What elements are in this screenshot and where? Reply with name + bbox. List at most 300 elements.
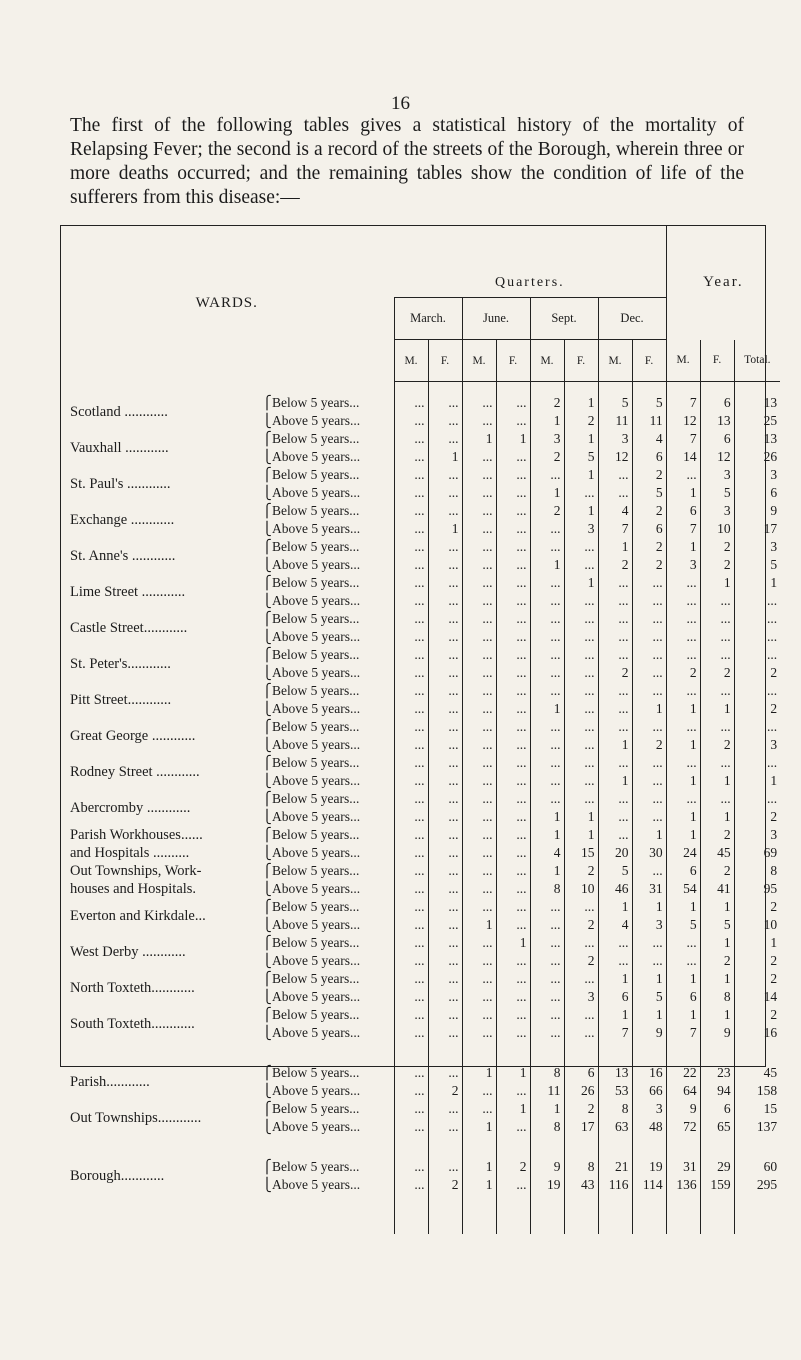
count-cell: 14 bbox=[666, 448, 700, 466]
count-cell: ... bbox=[394, 862, 428, 880]
count-cell: ... bbox=[428, 574, 462, 592]
mortality-table bbox=[60, 225, 780, 1234]
sex-header: M. bbox=[394, 340, 428, 382]
count-cell: ... bbox=[394, 538, 428, 556]
count-cell: 1 bbox=[428, 520, 462, 538]
brace-glyph: ⎩ bbox=[262, 1177, 272, 1192]
count-cell: ... bbox=[564, 610, 598, 628]
count-cell: ... bbox=[496, 862, 530, 880]
count-cell: ... bbox=[700, 646, 734, 664]
total-cell: ... bbox=[734, 646, 780, 664]
age-group-label bbox=[260, 664, 394, 682]
count-cell: 1 bbox=[632, 700, 666, 718]
count-cell: 11 bbox=[632, 412, 666, 430]
count-cell: ... bbox=[462, 970, 496, 988]
count-cell: ... bbox=[428, 934, 462, 952]
count-cell: ... bbox=[462, 754, 496, 772]
count-cell: 1 bbox=[700, 772, 734, 790]
count-cell: 2 bbox=[700, 862, 734, 880]
count-cell: 3 bbox=[700, 466, 734, 484]
count-cell: ... bbox=[462, 448, 496, 466]
count-cell: 1 bbox=[666, 826, 700, 844]
brace-glyph: ⎧ bbox=[262, 575, 272, 590]
age-group-label bbox=[260, 412, 394, 430]
sex-header: M. bbox=[666, 340, 700, 382]
count-cell: ... bbox=[462, 1006, 496, 1024]
count-cell: ... bbox=[598, 628, 632, 646]
brace-glyph: ⎩ bbox=[262, 593, 272, 608]
count-cell: ... bbox=[462, 394, 496, 412]
count-cell: 22 bbox=[666, 1064, 700, 1082]
brace-glyph: ⎩ bbox=[262, 809, 272, 824]
count-cell: ... bbox=[462, 538, 496, 556]
count-cell: ... bbox=[462, 700, 496, 718]
count-cell: ... bbox=[428, 700, 462, 718]
total-cell: 25 bbox=[734, 412, 780, 430]
brace-glyph: ⎩ bbox=[262, 665, 272, 680]
count-cell: ... bbox=[632, 952, 666, 970]
table-row bbox=[60, 862, 780, 880]
count-cell: 1 bbox=[666, 700, 700, 718]
count-cell: 9 bbox=[700, 1024, 734, 1042]
count-cell: ... bbox=[666, 790, 700, 808]
count-cell: ... bbox=[632, 862, 666, 880]
count-cell: ... bbox=[564, 664, 598, 682]
table-row bbox=[60, 826, 780, 844]
total-cell: 3 bbox=[734, 466, 780, 484]
brace-glyph: ⎧ bbox=[262, 539, 272, 554]
count-cell: ... bbox=[496, 502, 530, 520]
sex-header: M. bbox=[462, 340, 496, 382]
count-cell: 2 bbox=[564, 862, 598, 880]
count-cell: ... bbox=[428, 844, 462, 862]
total-cell: 1 bbox=[734, 772, 780, 790]
age-text: Above 5 years... bbox=[272, 449, 361, 464]
count-cell: ... bbox=[462, 1100, 496, 1118]
count-cell: 5 bbox=[700, 916, 734, 934]
count-cell: 2 bbox=[700, 952, 734, 970]
count-cell: ... bbox=[632, 808, 666, 826]
count-cell: ... bbox=[496, 790, 530, 808]
total-cell: 69 bbox=[734, 844, 780, 862]
age-text: Above 5 years... bbox=[272, 1119, 361, 1134]
count-cell: 1 bbox=[496, 934, 530, 952]
age-group-label bbox=[260, 826, 394, 844]
count-cell: ... bbox=[462, 862, 496, 880]
count-cell: 6 bbox=[700, 1100, 734, 1118]
total-cell: 8 bbox=[734, 862, 780, 880]
age-text: Above 5 years... bbox=[272, 917, 361, 932]
count-cell: ... bbox=[462, 466, 496, 484]
count-cell: 2 bbox=[632, 466, 666, 484]
count-cell: 5 bbox=[700, 484, 734, 502]
count-cell: ... bbox=[394, 646, 428, 664]
count-cell: 3 bbox=[564, 520, 598, 538]
age-group-label bbox=[260, 682, 394, 700]
brace-glyph: ⎩ bbox=[262, 1083, 272, 1098]
count-cell: ... bbox=[394, 664, 428, 682]
count-cell: ... bbox=[530, 736, 564, 754]
count-cell: ... bbox=[462, 646, 496, 664]
count-cell: 1 bbox=[496, 430, 530, 448]
age-text: Above 5 years... bbox=[272, 845, 361, 860]
brace-glyph: ⎩ bbox=[262, 737, 272, 752]
count-cell: 1 bbox=[666, 808, 700, 826]
sex-header: F. bbox=[632, 340, 666, 382]
count-cell: 26 bbox=[564, 1082, 598, 1100]
brace-glyph: ⎧ bbox=[262, 791, 272, 806]
count-cell: 1 bbox=[462, 430, 496, 448]
count-cell: 159 bbox=[700, 1176, 734, 1194]
count-cell: ... bbox=[632, 934, 666, 952]
count-cell: 12 bbox=[666, 412, 700, 430]
count-cell: 136 bbox=[666, 1176, 700, 1194]
count-cell: 1 bbox=[496, 1100, 530, 1118]
count-cell: ... bbox=[394, 484, 428, 502]
age-group-label bbox=[260, 574, 394, 592]
count-cell: ... bbox=[394, 394, 428, 412]
count-cell: 1 bbox=[462, 916, 496, 934]
total-cell: 17 bbox=[734, 520, 780, 538]
count-cell: ... bbox=[496, 898, 530, 916]
spacer-row bbox=[60, 1042, 780, 1064]
count-cell: 29 bbox=[700, 1158, 734, 1176]
count-cell: ... bbox=[666, 718, 700, 736]
count-cell: 1 bbox=[564, 394, 598, 412]
count-cell: ... bbox=[428, 808, 462, 826]
age-group-label bbox=[260, 880, 394, 898]
total-cell: 2 bbox=[734, 664, 780, 682]
total-cell: 2 bbox=[734, 970, 780, 988]
count-cell: 13 bbox=[700, 412, 734, 430]
count-cell: ... bbox=[632, 592, 666, 610]
age-text: Above 5 years... bbox=[272, 593, 361, 608]
total-header: Total. bbox=[734, 340, 780, 382]
count-cell: 46 bbox=[598, 880, 632, 898]
brace-glyph: ⎧ bbox=[262, 431, 272, 446]
sex-header: F. bbox=[496, 340, 530, 382]
count-cell: ... bbox=[496, 952, 530, 970]
count-cell: 8 bbox=[598, 1100, 632, 1118]
age-group-label bbox=[260, 1100, 394, 1118]
total-cell: ... bbox=[734, 790, 780, 808]
age-text: Above 5 years... bbox=[272, 989, 361, 1004]
count-cell: 6 bbox=[632, 520, 666, 538]
age-text: Below 5 years... bbox=[272, 395, 360, 410]
age-text: Below 5 years... bbox=[272, 935, 360, 950]
count-cell: 1 bbox=[564, 826, 598, 844]
count-cell: ... bbox=[564, 628, 598, 646]
ward-out-townships-label: Out Townships............ bbox=[70, 1109, 202, 1126]
count-cell: ... bbox=[428, 736, 462, 754]
age-group-label bbox=[260, 772, 394, 790]
age-text: Above 5 years... bbox=[272, 557, 361, 572]
count-cell: 16 bbox=[632, 1064, 666, 1082]
count-cell: 6 bbox=[666, 988, 700, 1006]
count-cell: 1 bbox=[666, 772, 700, 790]
count-cell: ... bbox=[394, 718, 428, 736]
age-text: Below 5 years... bbox=[272, 431, 360, 446]
count-cell: ... bbox=[598, 592, 632, 610]
total-cell: 1 bbox=[734, 574, 780, 592]
age-group-label bbox=[260, 394, 394, 412]
count-cell: ... bbox=[598, 790, 632, 808]
count-cell: ... bbox=[428, 394, 462, 412]
total-cell: 60 bbox=[734, 1158, 780, 1176]
count-cell: ... bbox=[462, 934, 496, 952]
count-cell: ... bbox=[496, 1024, 530, 1042]
count-cell: ... bbox=[394, 952, 428, 970]
age-group-label bbox=[260, 520, 394, 538]
count-cell: 1 bbox=[666, 484, 700, 502]
count-cell: ... bbox=[530, 664, 564, 682]
sex-header: F. bbox=[700, 340, 734, 382]
count-cell: 65 bbox=[700, 1118, 734, 1136]
count-cell: ... bbox=[428, 790, 462, 808]
total-cell: 13 bbox=[734, 430, 780, 448]
count-cell: 10 bbox=[564, 880, 598, 898]
count-cell: 13 bbox=[598, 1064, 632, 1082]
count-cell: ... bbox=[632, 790, 666, 808]
count-cell: ... bbox=[428, 1158, 462, 1176]
count-cell: 1 bbox=[462, 1064, 496, 1082]
count-cell: ... bbox=[394, 844, 428, 862]
age-group-label bbox=[260, 556, 394, 574]
table-body bbox=[60, 382, 780, 1235]
count-cell: 9 bbox=[632, 1024, 666, 1042]
count-cell: 8 bbox=[530, 1118, 564, 1136]
count-cell: 3 bbox=[632, 1100, 666, 1118]
count-cell: 1 bbox=[666, 736, 700, 754]
count-cell: ... bbox=[428, 592, 462, 610]
count-cell: ... bbox=[394, 556, 428, 574]
count-cell: 1 bbox=[632, 898, 666, 916]
count-cell: 2 bbox=[700, 826, 734, 844]
ward-abercromby-label: Abercromby ............ bbox=[70, 799, 191, 816]
total-cell: 16 bbox=[734, 1024, 780, 1042]
count-cell: ... bbox=[462, 1082, 496, 1100]
count-cell: ... bbox=[564, 970, 598, 988]
brace-glyph: ⎩ bbox=[262, 521, 272, 536]
count-cell: 1 bbox=[666, 1006, 700, 1024]
age-group-label bbox=[260, 1082, 394, 1100]
ward-exchange-label: Exchange ............ bbox=[70, 511, 175, 528]
count-cell: ... bbox=[496, 754, 530, 772]
count-cell: ... bbox=[428, 1024, 462, 1042]
brace-glyph: ⎧ bbox=[262, 971, 272, 986]
count-cell: 2 bbox=[700, 664, 734, 682]
count-cell: ... bbox=[394, 772, 428, 790]
count-cell: 45 bbox=[700, 844, 734, 862]
count-cell: ... bbox=[496, 394, 530, 412]
count-cell: ... bbox=[428, 484, 462, 502]
count-cell: 1 bbox=[598, 772, 632, 790]
intro-paragraph: The first of the following tables gives a statistical history of the mortality of Relapsing Fever; the second is a record of the streets of the Borough, wherein three or more deaths occurred; and the remaining tables show the condition of life of the sufferers from this disease:— bbox=[70, 115, 744, 208]
sex-header: M. bbox=[598, 340, 632, 382]
count-cell: ... bbox=[530, 916, 564, 934]
age-group-label bbox=[260, 952, 394, 970]
ward-st-anne-s-label: St. Anne's ............ bbox=[70, 547, 176, 564]
age-text: Below 5 years... bbox=[272, 1101, 360, 1116]
count-cell: 1 bbox=[530, 826, 564, 844]
age-text: Below 5 years... bbox=[272, 899, 360, 914]
count-cell: ... bbox=[428, 412, 462, 430]
count-cell: ... bbox=[428, 610, 462, 628]
count-cell: ... bbox=[394, 430, 428, 448]
total-cell: ... bbox=[734, 682, 780, 700]
age-group-label bbox=[260, 502, 394, 520]
count-cell: 1 bbox=[598, 970, 632, 988]
table-row bbox=[60, 934, 780, 952]
age-text: Below 5 years... bbox=[272, 1065, 360, 1080]
quarter-dec-header: Dec. bbox=[598, 298, 666, 340]
count-cell: 5 bbox=[598, 394, 632, 412]
page-number: 16 bbox=[391, 93, 410, 114]
count-cell: 1 bbox=[598, 736, 632, 754]
brace-glyph: ⎧ bbox=[262, 1159, 272, 1174]
count-cell: ... bbox=[428, 1064, 462, 1082]
brace-glyph: ⎧ bbox=[262, 863, 272, 878]
count-cell: ... bbox=[530, 934, 564, 952]
count-cell: ... bbox=[564, 754, 598, 772]
age-text: Above 5 years... bbox=[272, 773, 361, 788]
count-cell: ... bbox=[700, 610, 734, 628]
total-cell: 2 bbox=[734, 1006, 780, 1024]
count-cell: ... bbox=[394, 592, 428, 610]
count-cell: ... bbox=[564, 736, 598, 754]
age-text: Above 5 years... bbox=[272, 629, 361, 644]
count-cell: 3 bbox=[666, 556, 700, 574]
count-cell: ... bbox=[598, 700, 632, 718]
age-group-label bbox=[260, 718, 394, 736]
count-cell: 6 bbox=[598, 988, 632, 1006]
count-cell: ... bbox=[632, 772, 666, 790]
age-text: Below 5 years... bbox=[272, 719, 360, 734]
brace-glyph: ⎩ bbox=[262, 413, 272, 428]
quarter-march-header: March. bbox=[394, 298, 462, 340]
count-cell: 2 bbox=[598, 664, 632, 682]
count-cell: 7 bbox=[598, 520, 632, 538]
count-cell: ... bbox=[496, 772, 530, 790]
brace-glyph: ⎧ bbox=[262, 899, 272, 914]
count-cell: ... bbox=[666, 628, 700, 646]
total-cell: ... bbox=[734, 592, 780, 610]
count-cell: ... bbox=[530, 952, 564, 970]
count-cell: 5 bbox=[632, 988, 666, 1006]
count-cell: ... bbox=[666, 592, 700, 610]
table-row bbox=[60, 754, 780, 772]
table-row bbox=[60, 1064, 780, 1082]
count-cell: ... bbox=[428, 826, 462, 844]
count-cell: 7 bbox=[598, 1024, 632, 1042]
age-group-label bbox=[260, 808, 394, 826]
spacer-row bbox=[60, 1136, 780, 1158]
count-cell: ... bbox=[632, 754, 666, 772]
age-group-label bbox=[260, 484, 394, 502]
age-group-label bbox=[260, 754, 394, 772]
count-cell: ... bbox=[496, 808, 530, 826]
count-cell: 1 bbox=[564, 574, 598, 592]
count-cell: ... bbox=[666, 952, 700, 970]
count-cell: 1 bbox=[564, 808, 598, 826]
age-group-label bbox=[260, 610, 394, 628]
count-cell: ... bbox=[564, 682, 598, 700]
count-cell: ... bbox=[496, 1176, 530, 1194]
count-cell: 2 bbox=[564, 412, 598, 430]
age-group-label bbox=[260, 1158, 394, 1176]
count-cell: 1 bbox=[530, 556, 564, 574]
age-text: Above 5 years... bbox=[272, 665, 361, 680]
age-group-label bbox=[260, 1006, 394, 1024]
brace-glyph: ⎩ bbox=[262, 845, 272, 860]
count-cell: ... bbox=[700, 754, 734, 772]
count-cell: ... bbox=[428, 988, 462, 1006]
count-cell: 2 bbox=[632, 736, 666, 754]
count-cell: 8 bbox=[530, 880, 564, 898]
age-group-label bbox=[260, 466, 394, 484]
count-cell: 6 bbox=[666, 862, 700, 880]
count-cell: ... bbox=[496, 610, 530, 628]
total-cell: 14 bbox=[734, 988, 780, 1006]
age-text: Below 5 years... bbox=[272, 647, 360, 662]
age-text: Above 5 years... bbox=[272, 881, 361, 896]
age-group-label bbox=[260, 862, 394, 880]
ward-out-townships-work-label: Out Townships, Work- bbox=[70, 862, 202, 879]
brace-glyph: ⎧ bbox=[262, 467, 272, 482]
count-cell: 2 bbox=[632, 502, 666, 520]
count-cell: ... bbox=[428, 754, 462, 772]
count-cell: ... bbox=[598, 610, 632, 628]
count-cell: 43 bbox=[564, 1176, 598, 1194]
count-cell: ... bbox=[428, 556, 462, 574]
count-cell: ... bbox=[530, 772, 564, 790]
total-cell: 2 bbox=[734, 952, 780, 970]
age-group-label bbox=[260, 1064, 394, 1082]
ward-rodney-street-label: Rodney Street ............ bbox=[70, 763, 200, 780]
count-cell: ... bbox=[530, 1024, 564, 1042]
age-text: Above 5 years... bbox=[272, 485, 361, 500]
count-cell: 1 bbox=[530, 1100, 564, 1118]
count-cell: ... bbox=[598, 646, 632, 664]
count-cell: 31 bbox=[632, 880, 666, 898]
count-cell: ... bbox=[394, 574, 428, 592]
count-cell: ... bbox=[530, 988, 564, 1006]
count-cell: ... bbox=[598, 484, 632, 502]
count-cell: ... bbox=[394, 880, 428, 898]
count-cell: ... bbox=[632, 646, 666, 664]
table-row bbox=[60, 880, 780, 898]
count-cell: ... bbox=[564, 646, 598, 664]
count-cell: ... bbox=[394, 1024, 428, 1042]
count-cell: ... bbox=[598, 682, 632, 700]
brace-glyph: ⎩ bbox=[262, 449, 272, 464]
count-cell: ... bbox=[462, 412, 496, 430]
count-cell: 8 bbox=[700, 988, 734, 1006]
count-cell: 66 bbox=[632, 1082, 666, 1100]
count-cell: 116 bbox=[598, 1176, 632, 1194]
age-text: Below 5 years... bbox=[272, 1159, 360, 1174]
count-cell: ... bbox=[394, 1118, 428, 1136]
count-cell: ... bbox=[564, 718, 598, 736]
count-cell: ... bbox=[496, 664, 530, 682]
count-cell: 1 bbox=[530, 700, 564, 718]
count-cell: ... bbox=[530, 574, 564, 592]
brace-glyph: ⎩ bbox=[262, 1119, 272, 1134]
count-cell: ... bbox=[598, 952, 632, 970]
count-cell: ... bbox=[598, 934, 632, 952]
count-cell: ... bbox=[496, 1118, 530, 1136]
count-cell: ... bbox=[564, 790, 598, 808]
